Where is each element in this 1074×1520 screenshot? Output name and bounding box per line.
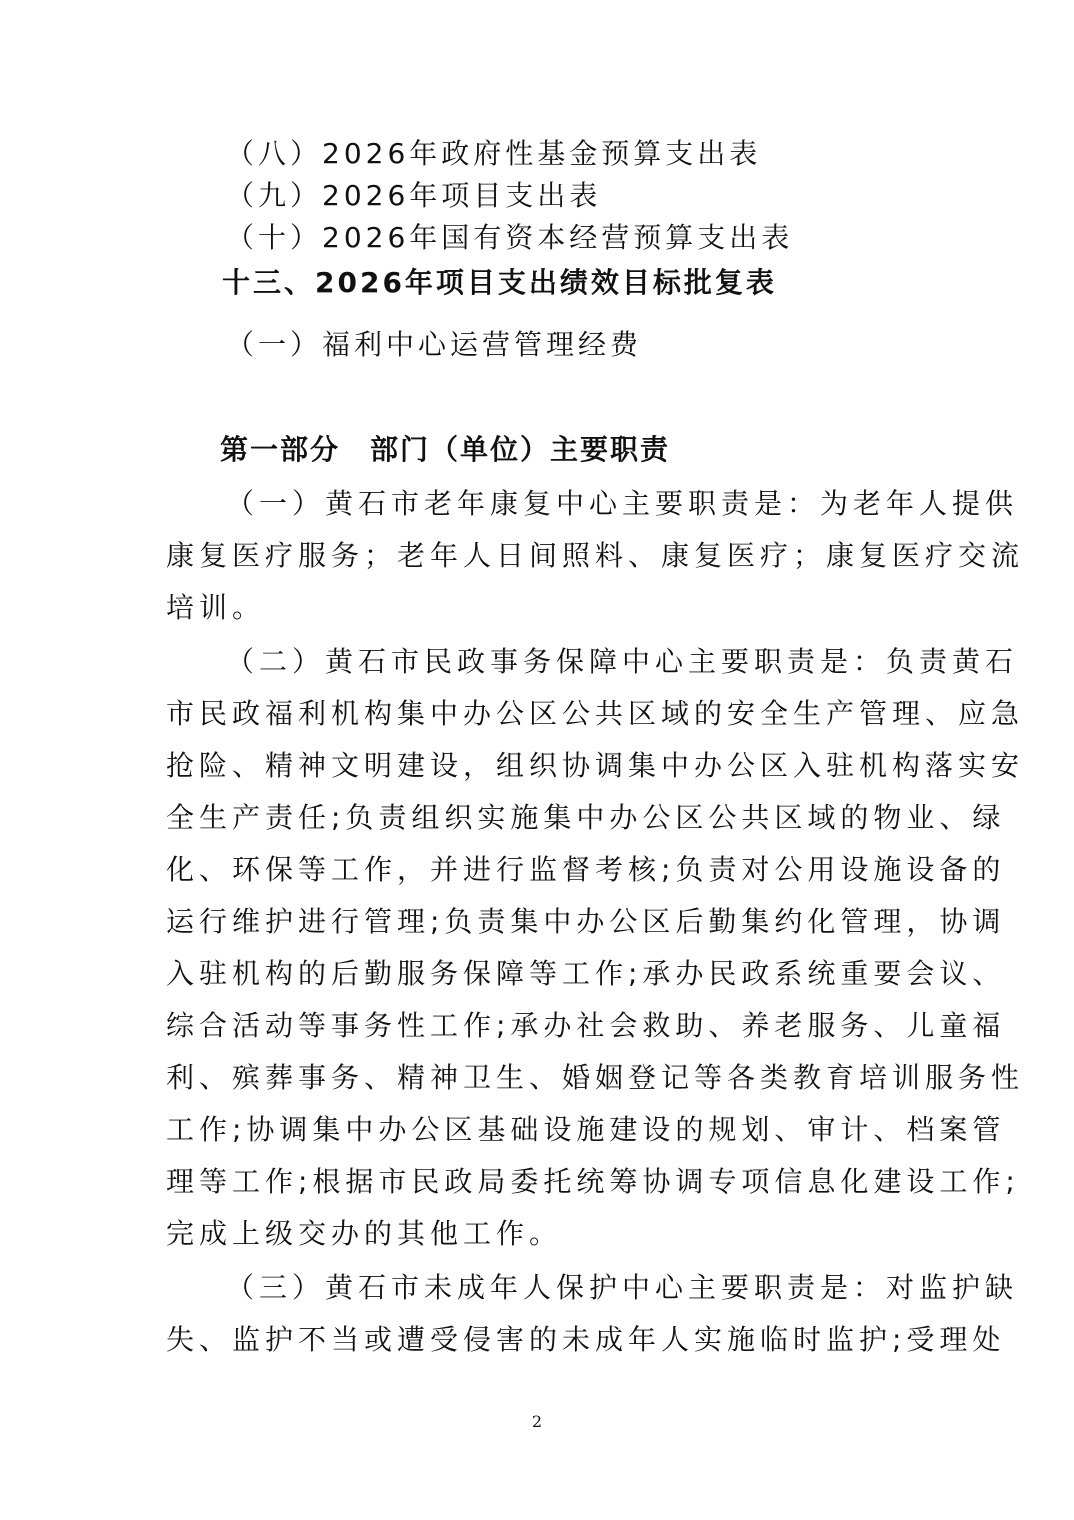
text-line: 完成上级交办的其他工作。 — [166, 1217, 563, 1250]
text-line: 市民政福利机构集中办公区公共区域的安全生产管理、应急 — [166, 697, 1025, 730]
toc-item: （十）2026年国有资本经营预算支出表 — [226, 221, 794, 254]
text-line: 入驻机构的后勤服务保障等工作;承办民政系统重要会议、 — [166, 957, 1006, 990]
toc-item: （九）2026年项目支出表 — [226, 179, 602, 212]
page-number: 2 — [531, 1412, 543, 1431]
text-line: （二）黄石市民政事务保障中心主要职责是：负责黄石 — [226, 645, 1019, 678]
text-line: 康复医疗服务；老年人日间照料、康复医疗；康复医疗交流 — [166, 539, 1025, 572]
text-line: 理等工作;根据市民政局委托统筹协调专项信息化建设工作; — [166, 1165, 1020, 1198]
toc-item: （一）福利中心运营管理经费 — [226, 328, 643, 361]
section-title: 第一部分 部门（单位）主要职责 — [220, 433, 671, 466]
toc-item: （八）2026年政府性基金预算支出表 — [226, 137, 762, 170]
text-line: （三）黄石市未成年人保护中心主要职责是：对监护缺 — [226, 1271, 1019, 1304]
text-line: 化、环保等工作，并进行监督考核;负责对公用设施设备的 — [166, 853, 1006, 886]
text-line: 运行维护进行管理;负责集中办公区后勤集约化管理，协调 — [166, 905, 1006, 938]
text-line: 失、监护不当或遭受侵害的未成年人实施临时监护;受理处 — [166, 1323, 1006, 1356]
toc-heading: 十三、2026年项目支出绩效目标批复表 — [222, 266, 777, 299]
text-line: （一）黄石市老年康复中心主要职责是：为老年人提供 — [226, 487, 1019, 520]
text-line: 工作;协调集中办公区基础设施建设的规划、审计、档案管 — [166, 1113, 1006, 1146]
text-line: 综合活动等事务性工作;承办社会救助、养老服务、儿童福 — [166, 1009, 1006, 1042]
text-line: 培训。 — [166, 591, 266, 624]
text-line: 全生产责任;负责组织实施集中办公区公共区域的物业、绿 — [166, 801, 1006, 834]
text-line: 利、殡葬事务、精神卫生、婚姻登记等各类教育培训服务性 — [166, 1061, 1025, 1094]
text-line: 抢险、精神文明建设，组织协调集中办公区入驻机构落实安 — [166, 749, 1025, 782]
